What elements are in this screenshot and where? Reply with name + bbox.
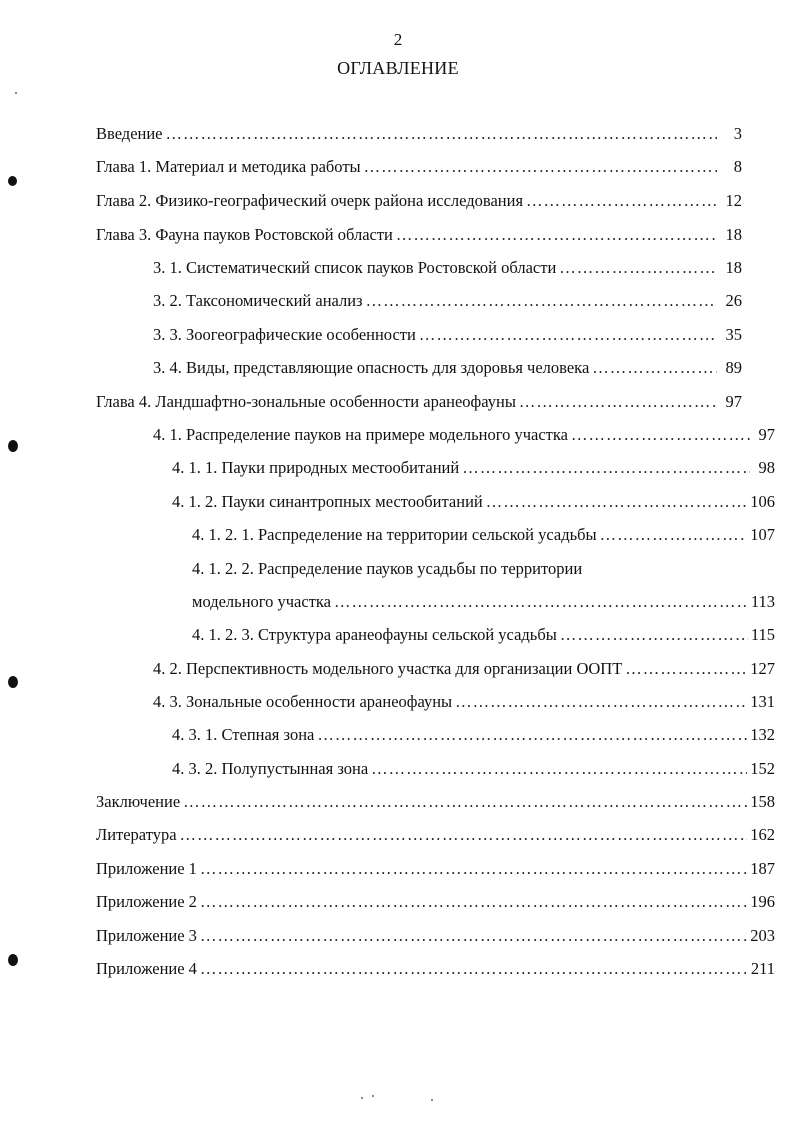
toc-entry xyxy=(192,625,775,649)
toc-entry-page: 113 xyxy=(750,592,775,611)
toc-entry xyxy=(96,191,742,215)
toc-leader xyxy=(183,792,747,812)
toc-entry-title: 3. 2. Таксономический анализ xyxy=(153,291,363,310)
toc-entry xyxy=(172,458,775,482)
toc-leader xyxy=(571,425,750,445)
toc-entry-title: 4. 1. 2. 2. Распределение пауков усадьбы по территории xyxy=(192,559,583,578)
toc-entry-page: 158 xyxy=(750,792,775,811)
toc-entry-page: 106 xyxy=(750,492,775,511)
toc-entry-page: 127 xyxy=(750,659,775,678)
toc-entry xyxy=(153,659,775,683)
toc-entry-page: 18 xyxy=(725,225,742,244)
toc-leader xyxy=(317,725,747,745)
toc-entry-page: 187 xyxy=(750,859,775,878)
toc-entry-page: 12 xyxy=(725,191,742,210)
toc-entry xyxy=(153,358,742,382)
toc-entry xyxy=(96,825,775,849)
toc-entry xyxy=(153,258,742,282)
scan-speck xyxy=(15,92,17,94)
toc-leader xyxy=(200,859,747,879)
toc-entry-page: 18 xyxy=(725,258,742,277)
toc-entry-title: 3. 3. Зоогеографические особенности xyxy=(153,325,416,344)
toc-entry-title: Приложение 4 xyxy=(96,959,197,978)
toc-leader xyxy=(455,692,747,712)
toc-leader xyxy=(419,325,717,345)
binding-hole-mark xyxy=(8,176,17,186)
toc-leader xyxy=(592,358,717,378)
toc-entry xyxy=(96,859,775,883)
binding-hole-mark xyxy=(8,954,18,966)
toc-entry-title: 4. 1. 2. 1. Распределение на территории сельской усадьбы xyxy=(192,525,597,544)
toc-entry xyxy=(96,157,742,181)
toc-entry xyxy=(153,692,775,716)
toc-leader xyxy=(200,892,747,912)
toc-entry-title: Глава 1. Материал и методика работы xyxy=(96,157,361,176)
toc-entry xyxy=(192,592,775,616)
toc-leader xyxy=(519,392,717,412)
toc-entry-title: 4. 1. Распределение пауков на примере модельного участка xyxy=(153,425,568,444)
toc-entry-page: 131 xyxy=(750,692,775,711)
toc-entry-title: 4. 1. 1. Пауки природных местообитаний xyxy=(172,458,460,477)
toc-entry xyxy=(96,392,742,416)
toc-entry xyxy=(192,525,775,549)
toc-entry-page: 107 xyxy=(750,525,775,544)
page-title: ОГЛАВЛЕНИЕ xyxy=(337,58,459,78)
toc-leader xyxy=(364,157,717,177)
toc-entry-title: 4. 3. 2. Полупустынная зона xyxy=(172,759,369,778)
toc-entry-page: 98 xyxy=(758,458,775,477)
toc-entry-page: 8 xyxy=(733,157,742,176)
toc-leader xyxy=(396,225,717,245)
toc-entry-title: 4. 1. 2. Пауки синантропных местообитаний xyxy=(172,492,483,511)
toc-entry-page: 89 xyxy=(725,358,742,377)
toc-entry xyxy=(96,225,742,249)
toc-entry-page: 97 xyxy=(758,425,775,444)
toc-entry-title: Глава 3. Фауна пауков Ростовской области xyxy=(96,225,393,244)
toc-leader xyxy=(560,625,748,645)
binding-hole-mark xyxy=(8,676,18,688)
toc-entry xyxy=(96,959,775,983)
page-number: 2 xyxy=(393,30,403,49)
toc-leader xyxy=(559,258,717,278)
toc-leader xyxy=(600,525,748,545)
toc-leader xyxy=(334,592,748,612)
toc-entry-title: Приложение 2 xyxy=(96,892,197,911)
toc-entry-title: Введение xyxy=(96,124,163,143)
scan-speck xyxy=(361,1097,363,1099)
toc-entry-title: 4. 1. 2. 3. Структура аранеофауны сельской усадьбы xyxy=(192,625,557,644)
scan-speck xyxy=(372,1095,374,1097)
toc-entry xyxy=(192,559,775,583)
toc-leader xyxy=(180,825,748,845)
toc-entry-title: 4. 2. Перспективность модельного участка для организации ООПТ xyxy=(153,659,623,678)
toc-leader xyxy=(625,659,747,679)
toc-entry xyxy=(96,124,742,148)
toc-entry xyxy=(96,792,775,816)
toc-entry-title: 4. 3. Зональные особенности аранеофауны xyxy=(153,692,453,711)
toc-entry-page: 211 xyxy=(750,959,775,978)
toc-entry-title: 3. 1. Систематический список пауков Ростовской области xyxy=(153,258,557,277)
toc-leader xyxy=(200,926,747,946)
toc-entry xyxy=(153,291,742,315)
toc-entry xyxy=(96,892,775,916)
toc-entry xyxy=(153,325,742,349)
toc-entry xyxy=(172,725,775,749)
toc-entry xyxy=(153,425,775,449)
toc-entry-title: модельного участка xyxy=(192,592,332,611)
toc-entry-title: Приложение 1 xyxy=(96,859,197,878)
toc-entry-title: Глава 4. Ландшафтно-зональные особенности аранеофауны xyxy=(96,392,516,411)
toc-leader xyxy=(166,124,717,144)
toc-entry-page: 35 xyxy=(725,325,742,344)
toc-leader xyxy=(526,191,717,211)
toc-entry-page: 162 xyxy=(750,825,775,844)
toc-leader xyxy=(200,959,748,979)
toc-entry xyxy=(172,492,775,516)
binding-hole-mark xyxy=(8,440,18,452)
toc-entry-title: Приложение 3 xyxy=(96,926,197,945)
toc-entry-page: 132 xyxy=(750,725,775,744)
toc-leader xyxy=(371,759,747,779)
toc-entry xyxy=(172,759,775,783)
toc-leader xyxy=(486,492,748,512)
toc-entry-page: 3 xyxy=(733,124,742,143)
toc-entry-page: 115 xyxy=(750,625,775,644)
toc-entry-title: 3. 4. Виды, представляющие опасность для здоровья человека xyxy=(153,358,590,377)
toc-entry-page: 196 xyxy=(750,892,775,911)
toc-entry-page: 26 xyxy=(725,291,742,310)
toc-entry xyxy=(96,926,775,950)
scan-speck xyxy=(431,1099,433,1101)
toc-entry-title: 4. 3. 1. Степная зона xyxy=(172,725,315,744)
toc-entry-page: 152 xyxy=(750,759,775,778)
toc-leader xyxy=(366,291,717,311)
toc-entry-page: 203 xyxy=(750,926,775,945)
toc-entry-title: Глава 2. Физико-географический очерк района исследования xyxy=(96,191,524,210)
toc-entry-title: Заключение xyxy=(96,792,181,811)
toc-entry-page: 97 xyxy=(725,392,742,411)
toc-entry-title: Литература xyxy=(96,825,177,844)
toc-leader xyxy=(462,458,750,478)
